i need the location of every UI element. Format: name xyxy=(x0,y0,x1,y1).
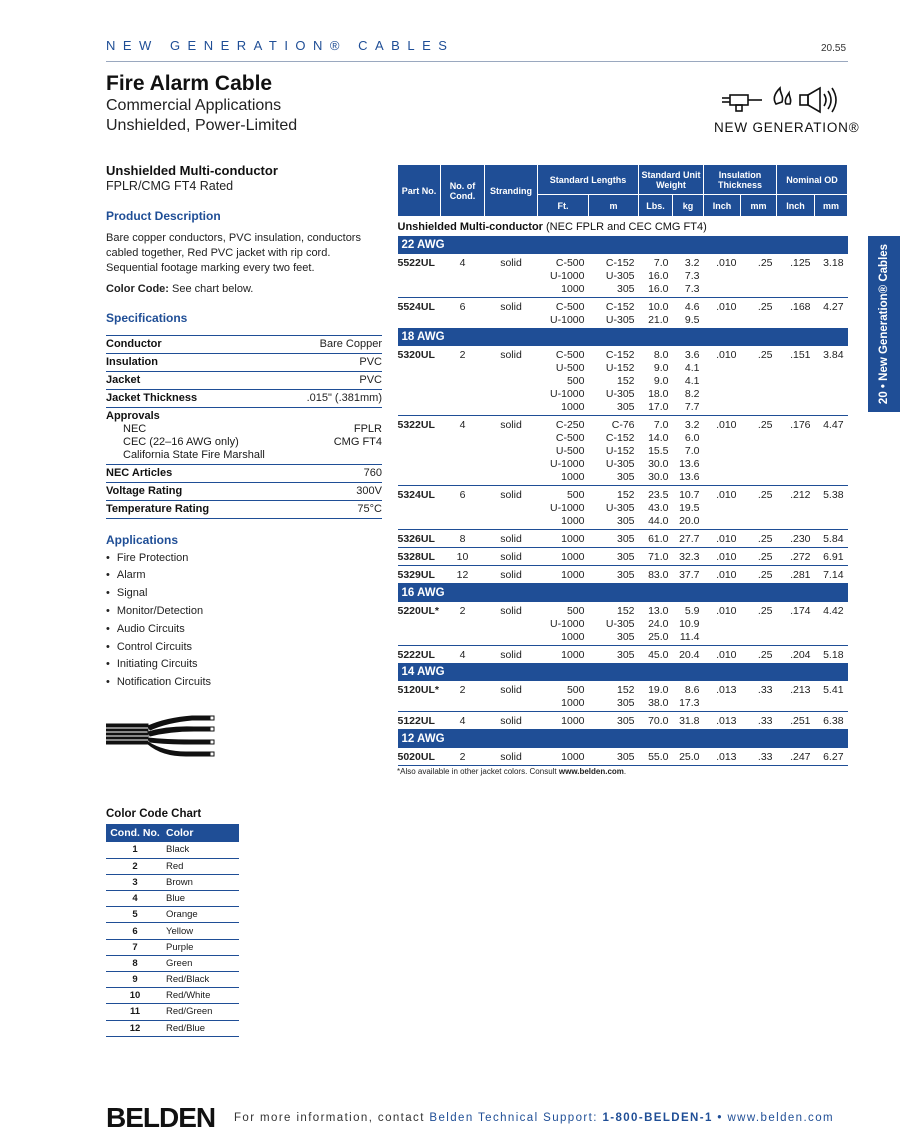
cond-count: 2 xyxy=(459,750,466,763)
weight-lbs: 83.0 xyxy=(648,569,669,581)
stranding: solid xyxy=(500,750,522,763)
approval-value: FPLR xyxy=(353,422,382,435)
cable-flame-alarm-icon xyxy=(714,82,854,120)
weight-lbs: 45.0 xyxy=(648,648,669,661)
od-mm: 3.18 xyxy=(823,256,844,269)
stranding: solid xyxy=(500,648,522,661)
column-header: Color xyxy=(164,824,239,842)
cond-count: 8 xyxy=(459,533,466,545)
spec-key: Insulation xyxy=(106,355,158,368)
color-code-chart xyxy=(106,808,239,1037)
new-generation-logo-text: NEW GENERATION® xyxy=(714,120,860,135)
od-mm: 5.38 xyxy=(823,489,844,501)
weight-lbs: 10.0 21.0 xyxy=(648,300,669,326)
cond-count: 2 xyxy=(459,604,466,617)
weight-lbs: 8.0 9.0 9.0 18.0 17.0 xyxy=(648,349,669,413)
od-inch: .204 xyxy=(790,648,811,661)
awg-label: 16 AWG xyxy=(398,584,848,602)
weight-kg: 8.6 17.3 xyxy=(679,684,700,709)
length-ft: 1000 xyxy=(561,533,585,545)
table-row xyxy=(106,858,239,874)
cond-number: 7 xyxy=(106,939,164,955)
table-row xyxy=(106,923,239,939)
list-item: • Initiating Circuits xyxy=(106,656,382,674)
cond-number: 6 xyxy=(106,923,164,939)
product-heading: Unshielded Multi-conductor xyxy=(106,163,278,178)
spec-key: Conductor xyxy=(106,337,162,350)
product-description-heading: Product Description xyxy=(106,209,221,223)
stranding: solid xyxy=(500,300,522,313)
cond-count: 6 xyxy=(459,300,466,313)
color-code-chart-title: Color Code Chart xyxy=(106,808,202,820)
part-number: 5220UL* xyxy=(397,604,439,617)
column-header-standard-unit-weight: Standard Unit Weight xyxy=(639,165,704,195)
od-inch: .281 xyxy=(790,569,811,581)
insulation-inch: .010 xyxy=(716,256,737,269)
cond-color: Red/Black xyxy=(164,972,239,988)
od-inch: .213 xyxy=(790,684,811,696)
insulation-mm: .25 xyxy=(757,419,773,431)
part-number: 5328UL xyxy=(397,551,435,563)
od-inch: .212 xyxy=(790,489,811,501)
od-inch: .176 xyxy=(790,419,811,431)
cond-count: 4 xyxy=(459,256,466,269)
spec-key: Approvals xyxy=(106,409,160,422)
od-inch: .272 xyxy=(790,551,811,563)
applications-list xyxy=(106,550,382,692)
od-mm: 4.47 xyxy=(823,419,844,431)
spec-row xyxy=(106,390,382,408)
awg-label: 22 AWG xyxy=(398,236,848,254)
insulation-mm: .33 xyxy=(757,684,773,696)
insulation-mm: .25 xyxy=(757,569,773,581)
table-footnote xyxy=(397,767,626,776)
part-number: 5120UL* xyxy=(397,684,439,696)
stranding: solid xyxy=(500,489,522,501)
weight-kg: 31.8 xyxy=(679,715,700,727)
cond-color: Red xyxy=(164,858,239,874)
table-row xyxy=(398,530,848,548)
color-code-table xyxy=(106,824,239,1037)
column-header-od-inch: Inch xyxy=(777,195,815,217)
length-ft: C-500 U-1000 1000 xyxy=(550,256,585,295)
new-generation-logo xyxy=(714,82,860,138)
footer-contact-label: Belden Technical Support: xyxy=(429,1112,598,1124)
stranding: solid xyxy=(500,715,522,727)
cond-count: 6 xyxy=(459,489,466,501)
insulation-inch: .010 xyxy=(716,533,737,545)
weight-kg: 3.2 7.3 7.3 xyxy=(684,256,700,295)
weight-kg: 25.0 xyxy=(679,750,700,763)
table-row xyxy=(398,486,848,530)
od-mm: 7.14 xyxy=(823,569,844,581)
od-mm: 4.27 xyxy=(823,300,844,313)
awg-label: 14 AWG xyxy=(398,663,848,681)
cond-number: 3 xyxy=(106,874,164,890)
od-mm: 3.84 xyxy=(823,349,844,361)
insulation-mm: .33 xyxy=(757,715,773,727)
insulation-inch: .010 xyxy=(716,648,737,661)
footer-url[interactable]: www.belden.com xyxy=(727,1112,834,1124)
list-item: • Audio Circuits xyxy=(106,621,382,639)
cond-count: 4 xyxy=(459,648,466,661)
column-header: Cond. No. xyxy=(106,824,164,842)
part-number: 5322UL xyxy=(397,419,435,431)
weight-kg: 20.4 xyxy=(679,648,700,661)
insulation-inch: .013 xyxy=(716,750,737,763)
footer-separator: • xyxy=(717,1112,723,1124)
list-item: • Monitor/Detection xyxy=(106,603,382,621)
cond-color: Green xyxy=(164,955,239,971)
table-row xyxy=(398,602,848,646)
table-row xyxy=(398,254,848,298)
weight-lbs: 61.0 xyxy=(648,533,669,545)
header-divider xyxy=(106,61,848,62)
cond-count: 4 xyxy=(459,419,466,431)
column-header-mm: mm xyxy=(741,195,777,217)
list-item: • Control Circuits xyxy=(106,639,382,657)
column-header-part-no: Part No. xyxy=(398,165,441,217)
list-item: • Fire Protection xyxy=(106,550,382,568)
footer-contact xyxy=(234,1112,834,1124)
spec-row-approvals xyxy=(106,408,382,465)
spec-key: Jacket xyxy=(106,373,141,386)
insulation-inch: .010 xyxy=(716,300,737,313)
part-number: 5020UL xyxy=(397,750,435,763)
od-mm: 4.42 xyxy=(823,604,844,617)
length-m: 305 xyxy=(616,648,635,661)
table-row xyxy=(106,972,239,988)
spec-row xyxy=(106,483,382,501)
od-mm: 5.84 xyxy=(823,533,844,545)
cond-count: 2 xyxy=(459,684,466,696)
list-item: • Notification Circuits xyxy=(106,674,382,692)
awg-label: 18 AWG xyxy=(398,328,848,346)
approval-key: California State Fire Marshall xyxy=(123,448,265,461)
spec-key: NEC Articles xyxy=(106,466,173,479)
length-ft: 500 U-1000 1000 xyxy=(550,604,585,643)
specifications-heading: Specifications xyxy=(106,310,188,325)
length-m: 152 U-305 305 xyxy=(605,604,635,643)
page-subtitle-2: Unshielded, Power-Limited xyxy=(106,117,298,134)
cond-color: Red/Blue xyxy=(164,1020,239,1036)
length-m: C-76 C-152 U-152 U-305 305 xyxy=(605,419,635,483)
approval-key: CEC (22–16 AWG only) xyxy=(123,435,239,448)
od-mm: 6.91 xyxy=(823,551,844,563)
cond-number: 1 xyxy=(106,842,164,858)
length-m: C-152 U-152 152 U-305 305 xyxy=(605,349,635,413)
footnote-text: *Also available in other jacket colors. Consult xyxy=(397,767,557,776)
length-ft: 500 1000 xyxy=(561,684,585,709)
specifications-table xyxy=(106,335,382,519)
approval-key: NEC xyxy=(123,422,147,435)
insulation-mm: .25 xyxy=(757,604,773,617)
spec-key: Temperature Rating xyxy=(106,502,210,515)
table-row xyxy=(106,842,239,858)
page-title: Fire Alarm Cable xyxy=(106,72,273,95)
part-number: 5326UL xyxy=(397,533,435,545)
group-title: Unshielded Multi-conductor xyxy=(397,221,543,234)
spec-value: 75°C xyxy=(357,502,382,515)
spec-value: 760 xyxy=(363,466,382,479)
length-ft: 500 U-1000 1000 xyxy=(550,489,585,527)
table-row xyxy=(106,988,239,1004)
series-header: NEW GENERATION® CABLES xyxy=(106,38,455,53)
table-row xyxy=(398,566,848,584)
stranding: solid xyxy=(500,684,522,696)
footer-phone[interactable]: 1-800-BELDEN-1 xyxy=(602,1112,713,1124)
cond-color: Purple xyxy=(164,939,239,955)
section-side-tab-label: 20 • New Generation® Cables xyxy=(878,243,890,405)
spec-row xyxy=(106,372,382,390)
weight-kg: 32.3 xyxy=(679,551,700,563)
od-mm: 6.38 xyxy=(823,715,844,727)
length-ft: 1000 xyxy=(561,569,585,581)
length-m: 305 xyxy=(616,551,635,563)
od-mm: 6.27 xyxy=(823,750,844,763)
part-number: 5324UL xyxy=(397,489,435,501)
spec-key: Voltage Rating xyxy=(106,484,183,497)
length-ft: C-250 C-500 U-500 U-1000 1000 xyxy=(550,419,585,483)
table-row xyxy=(398,416,848,486)
length-ft: C-500 U-1000 xyxy=(550,300,585,326)
insulation-mm: .25 xyxy=(757,648,773,661)
footer-text: For more information, contact xyxy=(234,1112,425,1124)
spec-row xyxy=(106,336,382,354)
cond-number: 10 xyxy=(106,988,164,1004)
spec-value: Bare Copper xyxy=(319,337,382,350)
column-header-stranding: Stranding xyxy=(485,165,538,217)
insulation-inch: .010 xyxy=(716,419,737,431)
part-number: 5122UL xyxy=(397,715,435,727)
color-code-label: Color Code: xyxy=(106,282,169,295)
table-row xyxy=(106,955,239,971)
table-row xyxy=(398,346,848,416)
column-header-kg: kg xyxy=(673,195,704,217)
length-m: 305 xyxy=(616,569,635,581)
insulation-mm: .25 xyxy=(757,300,773,313)
spec-value: .015" (.381mm) xyxy=(306,391,382,404)
approval-value: CMG FT4 xyxy=(333,435,382,448)
cond-count: 10 xyxy=(456,551,469,563)
belden-logo: BELDEN xyxy=(106,1102,216,1131)
table-row xyxy=(106,907,239,923)
table-row xyxy=(106,1020,239,1036)
insulation-mm: .25 xyxy=(757,349,773,361)
stranding: solid xyxy=(500,569,522,581)
length-m: 152 U-305 305 xyxy=(605,489,635,527)
length-ft: 1000 xyxy=(561,551,585,563)
weight-lbs: 23.5 43.0 44.0 xyxy=(648,489,669,527)
spec-row xyxy=(106,501,382,519)
table-row xyxy=(398,748,848,766)
od-inch: .151 xyxy=(790,349,811,361)
column-header-insulation-thickness: Insulation Thickness xyxy=(704,165,777,195)
cond-number: 12 xyxy=(106,1020,164,1036)
table-row xyxy=(106,939,239,955)
cond-count: 2 xyxy=(459,349,466,361)
cond-number: 2 xyxy=(106,858,164,874)
od-inch: .230 xyxy=(790,533,811,545)
table-row xyxy=(398,712,848,730)
awg-label: 12 AWG xyxy=(398,730,848,748)
weight-lbs: 7.0 16.0 16.0 xyxy=(648,256,669,295)
product-description-text: Bare copper conductors, PVC insulation, conductors cabled together, Red PVC jacket with rip cord. Sequential footage marking every two feet. xyxy=(106,232,361,275)
awg-group-header xyxy=(398,328,848,346)
table-row xyxy=(398,548,848,566)
table-row xyxy=(398,297,848,328)
part-number: 5320UL xyxy=(397,349,435,361)
stranding: solid xyxy=(500,349,522,361)
weight-lbs: 71.0 xyxy=(648,551,669,563)
length-ft: 1000 xyxy=(561,715,585,727)
weight-kg: 3.2 6.0 7.0 13.6 13.6 xyxy=(679,419,700,483)
length-ft: C-500 U-500 500 U-1000 1000 xyxy=(550,349,585,413)
group-title-row xyxy=(398,217,848,236)
cond-number: 5 xyxy=(106,907,164,923)
spec-row xyxy=(106,354,382,372)
od-mm: 5.41 xyxy=(823,684,844,696)
cond-color: Orange xyxy=(164,907,239,923)
length-ft: 1000 xyxy=(561,648,585,661)
insulation-inch: .013 xyxy=(716,715,737,727)
length-m: 305 xyxy=(616,533,635,545)
spec-key: Jacket Thickness xyxy=(106,391,198,404)
group-note: (NEC FPLR and CEC CMG FT4) xyxy=(546,221,707,234)
weight-lbs: 55.0 xyxy=(648,750,669,763)
part-number: 5522UL xyxy=(397,256,435,269)
insulation-mm: .25 xyxy=(757,551,773,563)
stranding: solid xyxy=(500,604,522,617)
weight-kg: 4.6 9.5 xyxy=(684,300,700,326)
insulation-mm: .25 xyxy=(757,533,773,545)
length-m: 305 xyxy=(616,715,635,727)
column-header-nominal-od: Nominal OD xyxy=(777,165,848,195)
left-column xyxy=(106,163,382,692)
od-inch: .247 xyxy=(790,750,811,763)
section-side-tab[interactable] xyxy=(868,236,900,412)
insulation-inch: .010 xyxy=(716,604,737,617)
part-number: 5524UL xyxy=(397,300,435,313)
cond-color: Yellow xyxy=(164,923,239,939)
length-m: 152 305 xyxy=(616,684,635,709)
column-header-standard-lengths: Standard Lengths xyxy=(538,165,639,195)
footnote-end: . xyxy=(623,767,627,776)
column-header-lbs: Lbs. xyxy=(639,195,673,217)
table-row xyxy=(106,891,239,907)
page-subtitle-1: Commercial Applications xyxy=(106,97,282,114)
cond-color: Red/Green xyxy=(164,1004,239,1020)
weight-kg: 5.9 10.9 11.4 xyxy=(679,604,700,643)
product-table xyxy=(397,164,848,766)
weight-lbs: 13.0 24.0 25.0 xyxy=(648,604,669,643)
od-inch: .174 xyxy=(790,604,811,617)
part-number: 5222UL xyxy=(397,648,435,661)
table-row xyxy=(106,874,239,890)
column-header-m: m xyxy=(589,195,639,217)
length-m: C-152 U-305 xyxy=(605,300,635,326)
weight-kg: 37.7 xyxy=(679,569,700,581)
cond-count: 4 xyxy=(459,715,466,727)
cond-number: 9 xyxy=(106,972,164,988)
insulation-mm: .33 xyxy=(757,750,773,763)
insulation-inch: .010 xyxy=(716,551,737,563)
od-inch: .251 xyxy=(790,715,811,727)
color-code-note xyxy=(106,283,382,295)
cable-illustration xyxy=(106,710,216,760)
list-item: • Alarm xyxy=(106,567,382,585)
length-ft: 1000 xyxy=(561,750,585,763)
spec-value: 300V xyxy=(356,484,382,497)
od-inch: .125 xyxy=(790,256,811,269)
column-header-inch: Inch xyxy=(704,195,741,217)
product-subheading: FPLR/CMG FT4 Rated xyxy=(106,179,234,193)
weight-lbs: 7.0 14.0 15.5 30.0 30.0 xyxy=(648,419,669,483)
cond-color: Black xyxy=(164,842,239,858)
column-header-od-mm: mm xyxy=(815,195,848,217)
footnote-link[interactable]: www.belden.com xyxy=(558,767,624,776)
stranding: solid xyxy=(500,419,522,431)
weight-kg: 3.6 4.1 4.1 8.2 7.7 xyxy=(684,349,700,413)
length-m: C-152 U-305 305 xyxy=(605,256,635,295)
cond-color: Red/White xyxy=(164,988,239,1004)
awg-group-header xyxy=(398,584,848,602)
column-header-ft: Ft. xyxy=(538,195,589,217)
awg-group-header xyxy=(398,730,848,748)
cond-number: 8 xyxy=(106,955,164,971)
stranding: solid xyxy=(500,256,522,269)
part-number: 5329UL xyxy=(397,569,435,581)
weight-kg: 10.7 19.5 20.0 xyxy=(679,489,700,527)
spec-value: PVC xyxy=(359,355,382,368)
insulation-mm: .25 xyxy=(757,489,773,501)
insulation-inch: .010 xyxy=(716,569,737,581)
cond-color: Brown xyxy=(164,874,239,890)
table-row xyxy=(398,645,848,663)
insulation-inch: .013 xyxy=(716,684,737,696)
page-number: 20.55 xyxy=(821,43,847,54)
cond-color: Blue xyxy=(164,891,239,907)
od-mm: 5.18 xyxy=(823,648,844,661)
color-code-text: See chart below. xyxy=(172,282,254,295)
weight-kg: 27.7 xyxy=(679,533,700,545)
cond-number: 4 xyxy=(106,891,164,907)
weight-lbs: 19.0 38.0 xyxy=(648,684,669,709)
spec-row xyxy=(106,465,382,483)
stranding: solid xyxy=(500,533,522,545)
applications-heading: Applications xyxy=(106,532,179,547)
od-inch: .168 xyxy=(790,300,811,313)
table-row xyxy=(106,1004,239,1020)
insulation-inch: .010 xyxy=(716,489,737,501)
weight-lbs: 70.0 xyxy=(648,715,669,727)
awg-group-header xyxy=(398,236,848,254)
awg-group-header xyxy=(398,663,848,681)
table-row xyxy=(398,681,848,712)
cond-count: 12 xyxy=(456,569,469,581)
list-item: • Signal xyxy=(106,585,382,603)
stranding: solid xyxy=(500,551,522,563)
cond-number: 11 xyxy=(106,1004,164,1020)
length-m: 305 xyxy=(616,750,635,763)
column-header-no-of-cond: No. of Cond. xyxy=(441,165,485,217)
insulation-mm: .25 xyxy=(757,256,773,269)
spec-value: PVC xyxy=(359,373,382,386)
insulation-inch: .010 xyxy=(716,349,737,361)
